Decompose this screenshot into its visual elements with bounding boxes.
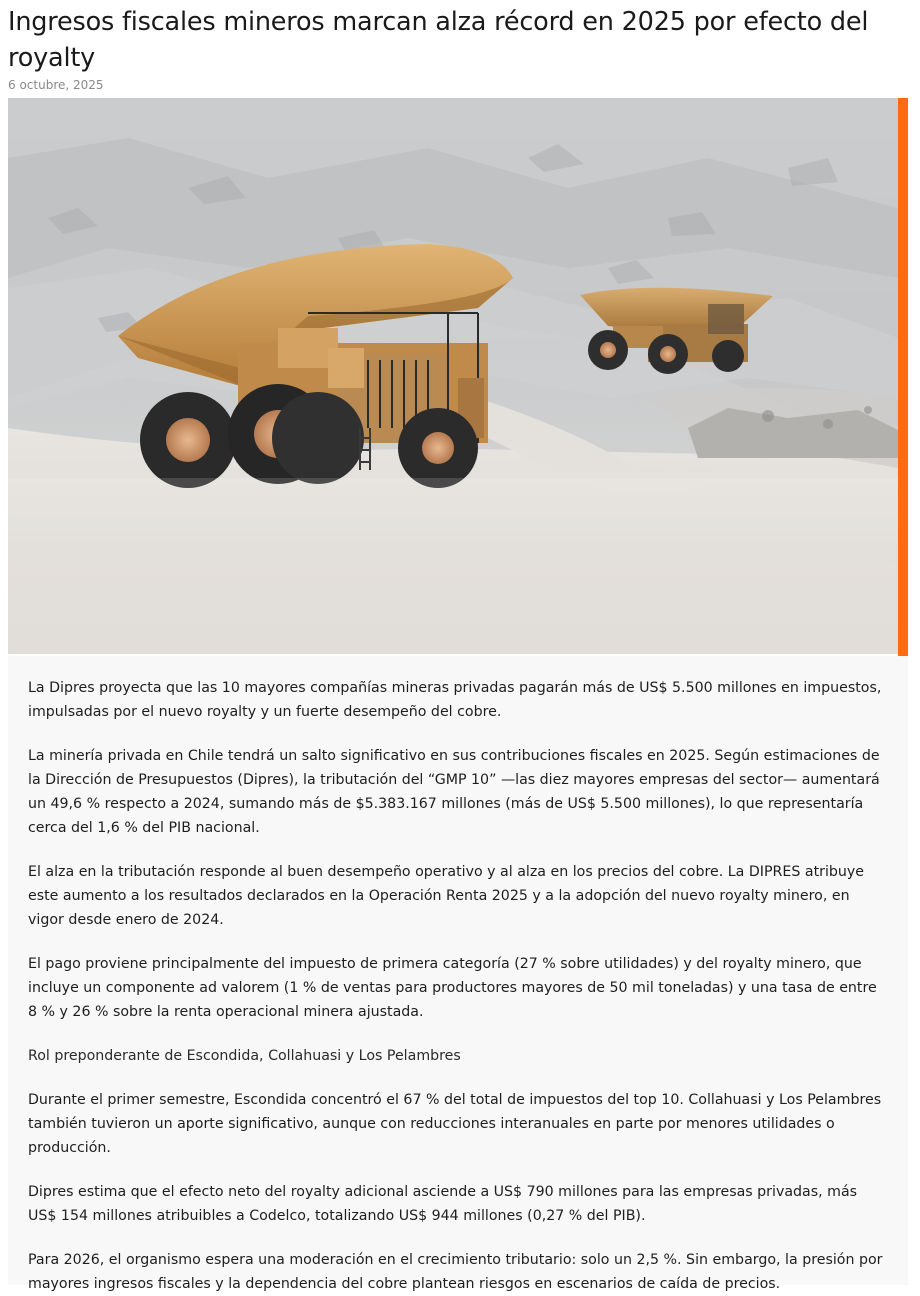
section-subheading: Rol preponderante de Escondida, Collahuasi y Los Pelambres xyxy=(28,1048,461,1064)
article-paragraph: Durante el primer semestre, Escondida concentró el 67 % del total de impuestos del top 10. Collahuasi y Los Pelambres también tuvieron un aporte significativo, aunque con reducciones interanuales en parte por menores utilidades o producción. xyxy=(28,1092,882,1156)
article-paragraph: Dipres estima que el efecto neto del royalty adicional asciende a US$ 790 millones para las empresas privadas, más US$ 154 millones atribuibles a Codelco, totalizando US$ 944 millones (0,27 % del PIB). xyxy=(28,1184,858,1224)
article-headline: Ingresos fiscales mineros marcan alza récord en 2025 por efecto del royalty xyxy=(8,7,869,73)
accent-bar xyxy=(898,98,908,658)
article-body xyxy=(8,656,908,1292)
article-paragraph: Para 2026, el organismo espera una moderación en el crecimiento tributario: solo un 2,5 %. Sin embargo, la presión por mayores ingresos fiscales y la dependencia del cobre plantean riesgos en escenarios de caída de precios. xyxy=(28,1252,883,1292)
article-date: 6 octubre, 2025 xyxy=(8,78,104,92)
article-paragraph: La minería privada en Chile tendrá un salto significativo en sus contribuciones fiscales en 2025. Según estimaciones de la Dirección de Presupuestos (Dipres), la tributación del “GMP 10” —las diez mayores empresas del sector— aumentará un 49,6 % respecto a 2024, sumando más de $5.383.167 millones (más de US$ 5.500 millones), lo que representaría cerca del 1,6 % del PIB nacional. xyxy=(28,748,880,836)
article-paragraph: El pago proviene principalmente del impuesto de primera categoría (27 % sobre utilidades) y del royalty minero, que incluye un componente ad valorem (1 % de ventas para productores mayores de 50 mil toneladas) y una tasa de entre 8 % y 26 % sobre la renta operacional minera ajustada. xyxy=(28,956,877,1020)
article-paragraph: El alza en la tributación responde al buen desempeño operativo y al alza en los precios del cobre. La DIPRES atribuye este aumento a los resultados declarados en la Operación Renta 2025 y a la adopción del nuevo royalty minero, en vigor desde enero de 2024. xyxy=(28,864,865,928)
article-lede: La Dipres proyecta que las 10 mayores compañías mineras privadas pagarán más de US$ 5.500 millones en impuestos, impulsadas por el nuevo royalty y un fuerte desempeño del cobre. xyxy=(28,680,882,720)
hero-image xyxy=(8,98,898,654)
